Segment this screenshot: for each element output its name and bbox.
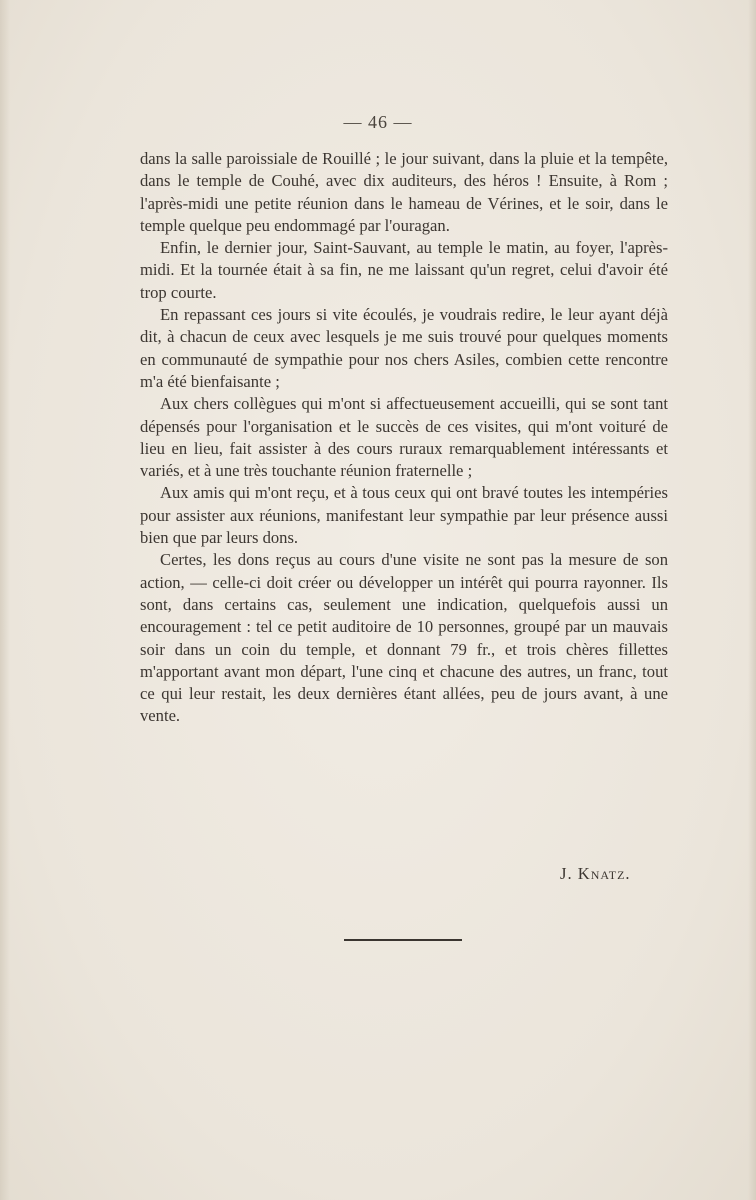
paragraph-5: Aux amis qui m'ont reçu, et à tous ceux qui ont bravé toutes les intempéries pour assister aux réunions, manifestant leur sympathie par leur présence aussi bien que par leurs dons. [140,483,668,548]
paragraph-2: Enfin, le dernier jour, Saint-Sauvant, au temple le matin, au foyer, l'après-midi. Et la tournée était à sa fin, ne me laissant qu'un regret, celui d'avoir été trop courte. [140,238,668,302]
signature-surname: Knatz. [577,864,631,883]
signature [560,864,631,884]
body-text [140,148,668,728]
paragraph-1: dans la salle paroissiale de Rouillé ; le jour suivant, dans la pluie et la tempête, dans le temple de Couhé, avec dix auditeurs, des héros ! Ensuite, à Rom ; l'après-midi une petite réunion dans le hameau de Vérines, et le soir, dans le temple quelque peu endommagé par l'ouragan. [140,149,668,235]
page-left-edge-shadow [0,0,10,1200]
signature-initial: J. [560,864,573,883]
closing-rule [344,939,462,941]
paragraph-3: En repassant ces jours si vite écoulés, je voudrais redire, le leur ayant déjà dit, à chacun de ceux avec lesquels je me suis trouvé pour quelques moments en communauté de sympathie pour nos chers Asiles, combien cette rencontre m'a été bienfaisante ; [140,305,668,391]
page-right-edge-shadow [748,0,756,1200]
paragraph-4: Aux chers collègues qui m'ont si affectueusement accueilli, qui se sont tant dépensés pour l'organisation et le succès de ces visites, qui m'ont voituré de lieu en lieu, fait assister à des cours ruraux remarquablement intéressants et variés, et à une très touchante réunion fraternelle ; [140,394,668,481]
page-number: — 46 — [343,112,413,132]
paragraph-6: Certes, les dons reçus au cours d'une visite ne sont pas la mesure de son action, — celle-ci doit créer ou développer un intérêt qui pourra rayonner. Ils sont, dans certains cas, seulement une indication, quelquefois aussi un encouragement : tel ce petit auditoire de 10 personnes, groupé par un mauvais soir dans un coin du temple, et donnant 79 fr., et trois chères fillettes m'apportant avant mon départ, l'une cinq et chacune des autres, un franc, tout ce qui leur restait, les deux dernières étant allées, peu de jours avant, à une vente. [140,550,668,726]
